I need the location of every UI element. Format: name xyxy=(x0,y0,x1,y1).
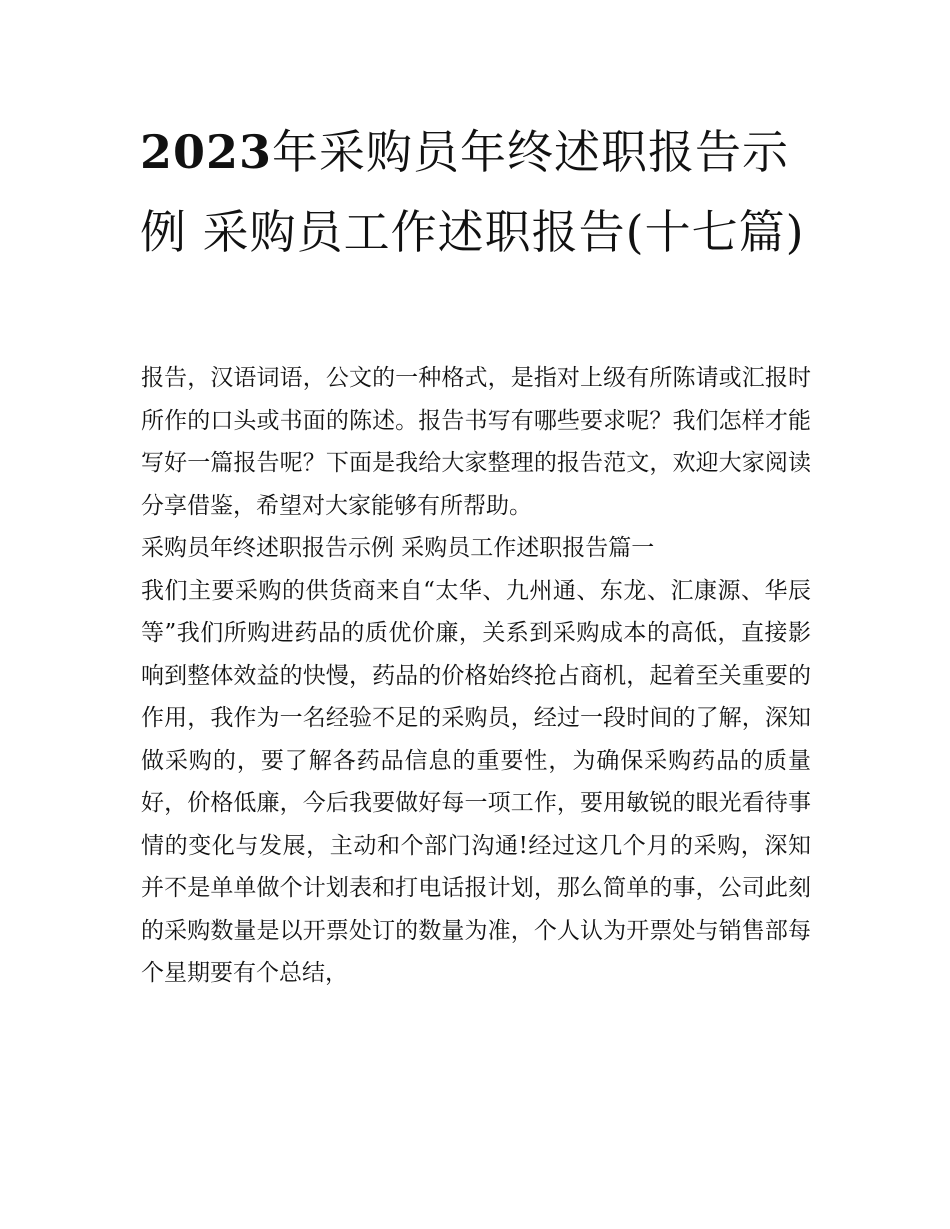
title-text: 年采购员年终述职报告示例 采购员工作述职报告(十七篇) xyxy=(140,125,805,259)
intro-paragraph: 报告，汉语词语，公文的一种格式，是指对上级有所陈请或汇报时所作的口头或书面的陈述。报告书写有哪些要求呢？我们怎样才能写好一篇报告呢？下面是我给大家整理的报告范文，欢迎大家阅读分享借鉴，希望对大家能够有所帮助。 xyxy=(141,365,811,519)
document-body xyxy=(141,357,811,995)
section-heading: 采购员年终述职报告示例 采购员工作述职报告篇一 xyxy=(141,535,655,561)
title-year: 2023 xyxy=(140,125,273,179)
document-title xyxy=(140,112,820,272)
section-paragraph: 我们主要采购的供货商来自“太华、九州通、东龙、汇康源、华辰等”我们所购进药品的质优价廉，关系到采购成本的高低，直接影响到整体效益的快慢，药品的价格始终抢占商机，起着至关重要的作用，我作为一名经验不足的采购员，经过一段时间的了解，深知做采购的，要了解各药品信息的重要性，为确保采购药品的质量好，价格低廉，今后我要做好每一项工作，要用敏锐的眼光看待事情的变化与发展，主动和个部门沟通!经过这几个月的采购，深知并不是单单做个计划表和打电话报计划，那么简单的事，公司此刻的采购数量是以开票处订的数量为准，个人认为开票处与销售部每个星期要有个总结， xyxy=(141,577,811,986)
